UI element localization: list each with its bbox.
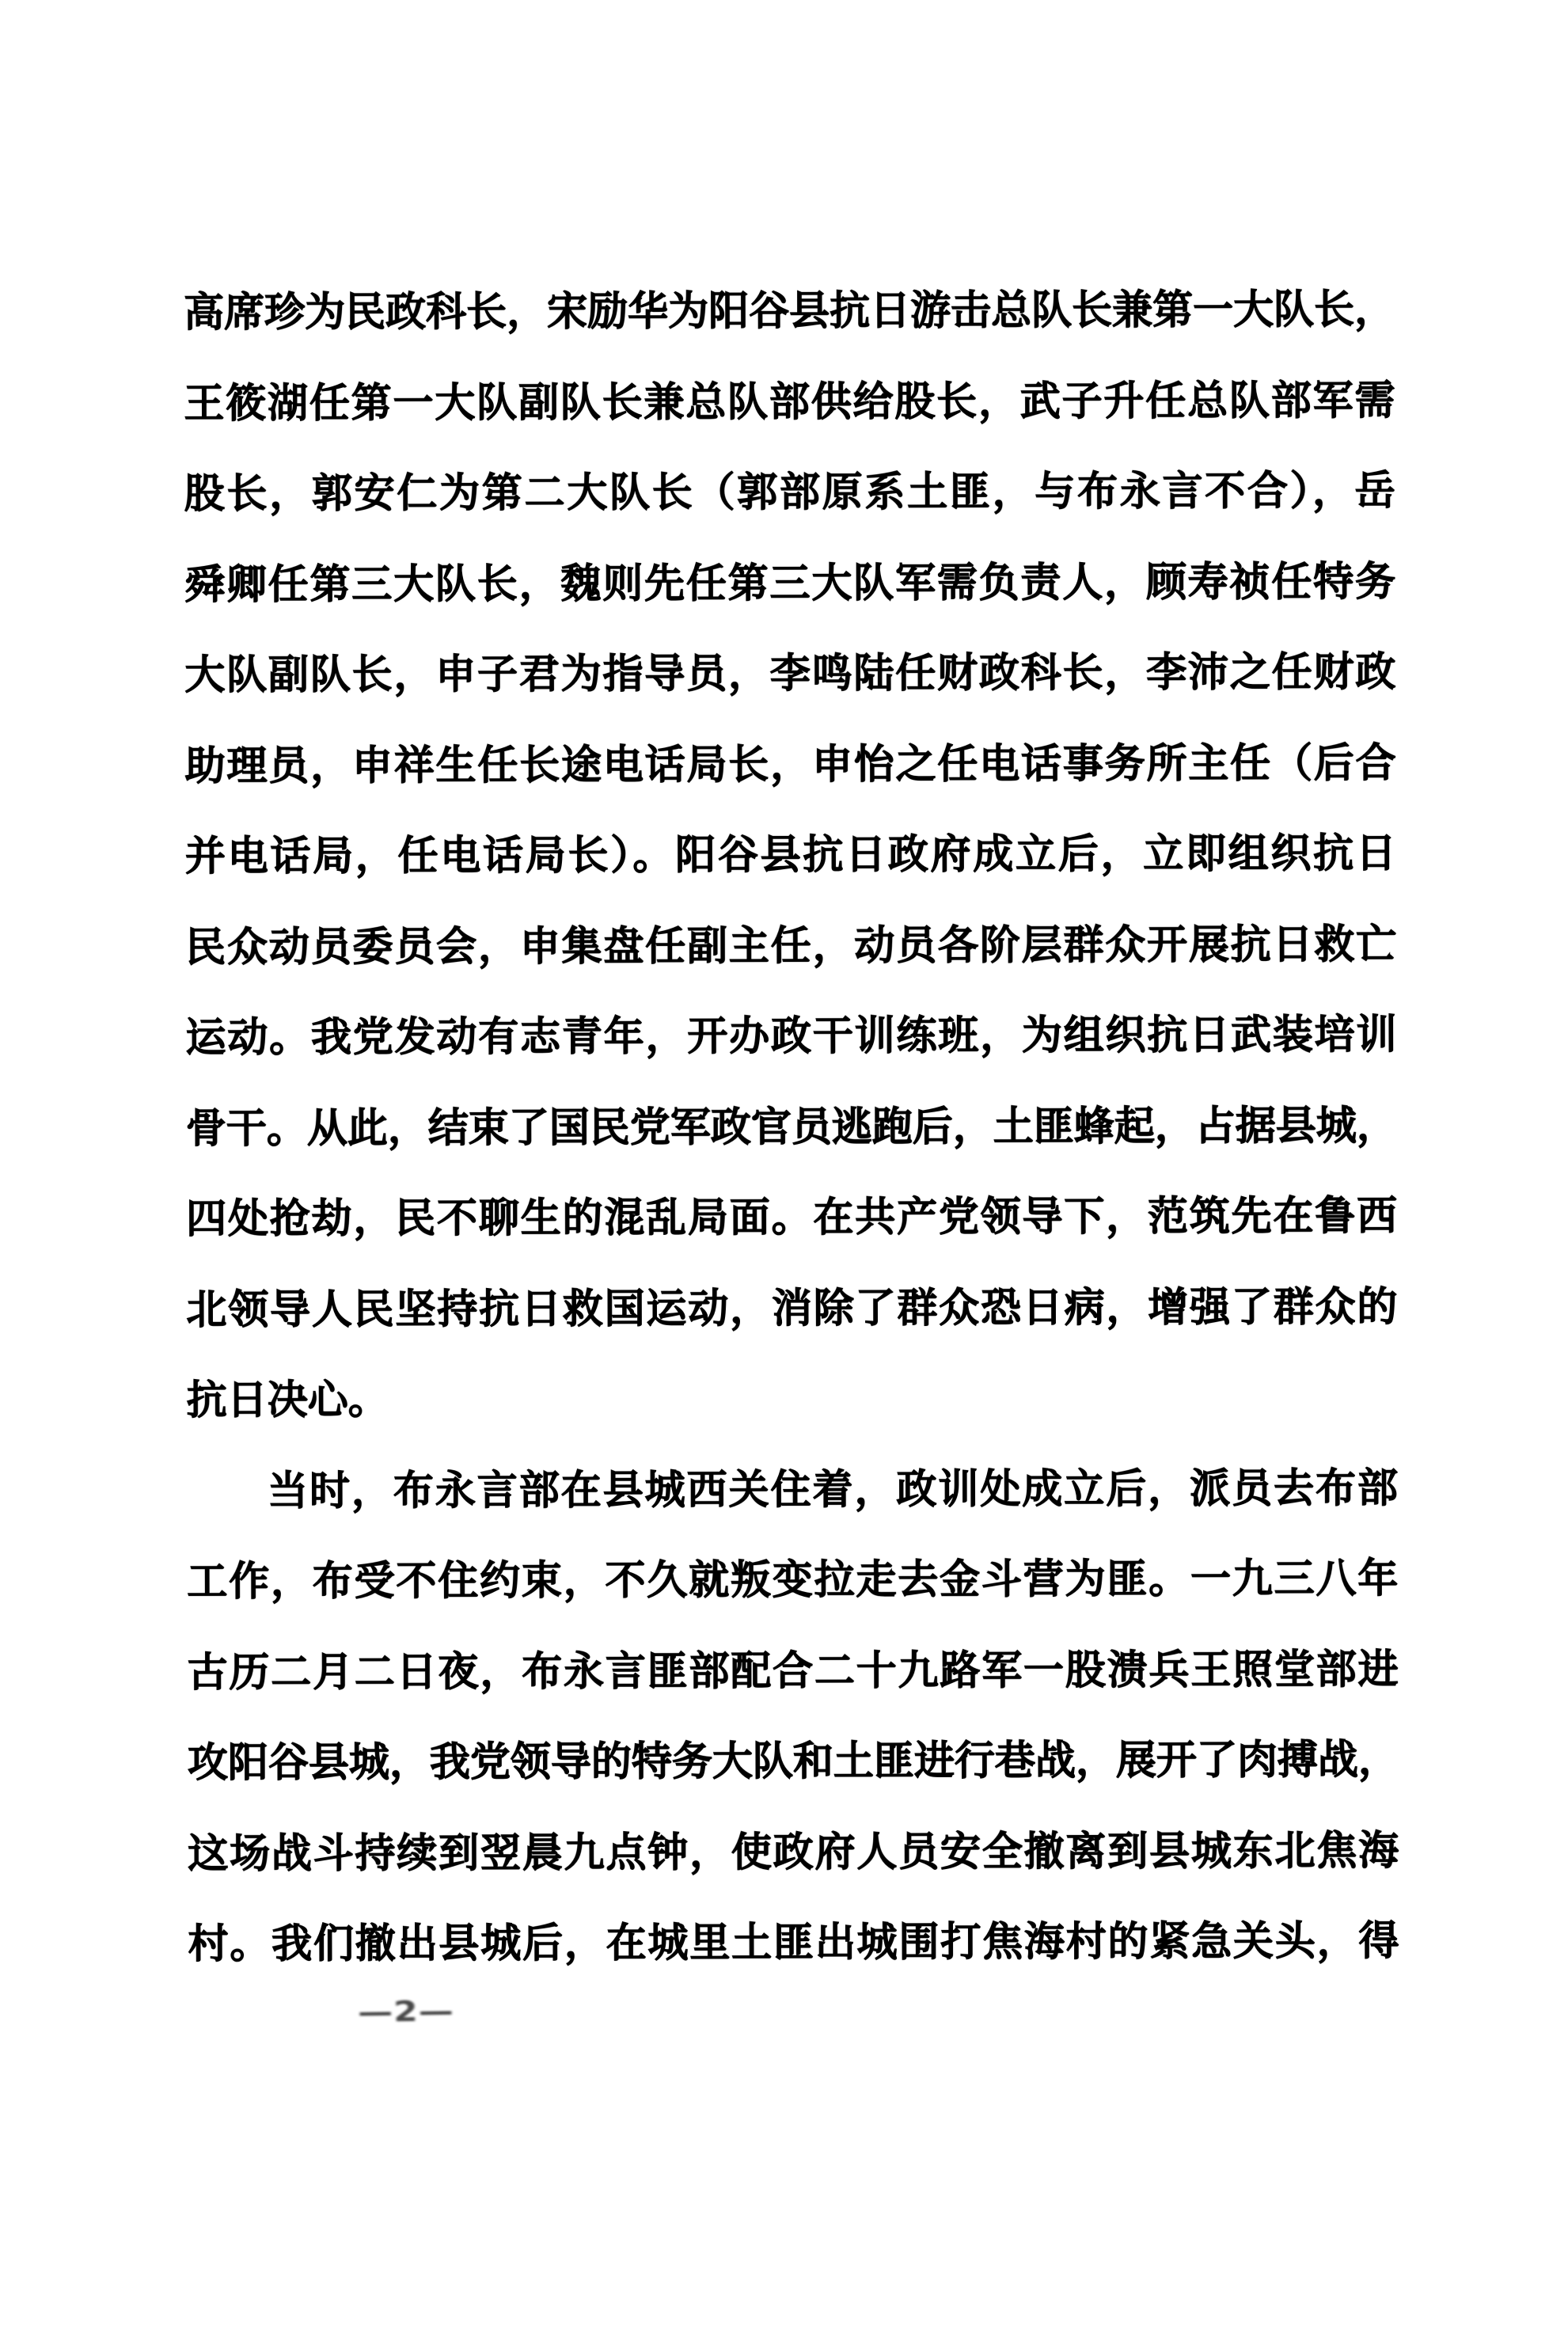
text-line: 王筱湖任第一大队副队长兼总队部供给股长，武子升任总队部军需 — [184, 377, 1395, 427]
text-line-paragraph-start: 当时，布永言部在县城西关住着，政训处成立后，派员去布部 — [267, 1465, 1399, 1515]
text-line: 运动。我党发动有志青年，开办政干训练班，为组织抗日武装培训 — [185, 1011, 1397, 1062]
text-line: 骨干。从此，结束了国民党军政官员逃跑后，土匪蜂起，占据县城， — [185, 1102, 1397, 1153]
text-line: 助理员，申祥生任长途电话局长，申怡之任电话事务所主任（后合 — [184, 739, 1396, 790]
text-line: 北领导人民坚持抗日救国运动，消除了群众恐日病，增强了群众的 — [186, 1283, 1398, 1334]
text-line-paragraph-end: 抗日决心。 — [186, 1377, 389, 1424]
text-line: 舜卿任第三大队长，魏则先任第三大队军需负责人，顾寿祯任特务 — [184, 558, 1396, 609]
text-line: 大队副队长，申子君为指导员，李鸣陆任财政科长，李沛之任财政 — [184, 648, 1396, 699]
text-line: 民众动员委员会，申集盘任副主任，动员各阶层群众开展抗日救亡 — [185, 921, 1397, 971]
text-line: 并电话局，任电话局长）。阳谷县抗日政府成立后，立即组织抗日 — [184, 830, 1397, 880]
text-line: 四处抢劫，民不聊生的混乱局面。在共产党领导下，范筑先在鲁西 — [186, 1192, 1398, 1243]
text-line: 古历二月二日夜，布永言匪部配合二十九路军一股溃兵王照堂部进 — [187, 1646, 1399, 1696]
text-line: 股长，郭安仁为第二大队长（郭部原系土匪，与布永言不合），岳 — [184, 467, 1395, 518]
text-line: 攻阳谷县城，我党领导的特务大队和土匪进行巷战，展开了肉搏战， — [187, 1736, 1399, 1787]
text-line: 村。我们撤出县城后，在城里土匪出城围打焦海村的紧急关头，得 — [188, 1917, 1399, 1968]
body-text-block — [184, 265, 1399, 1990]
text-line: 高席珍为民政科长，宋励华为阳谷县抗日游击总队长兼第一大队长， — [184, 286, 1395, 336]
page-number-mark: —2— — [357, 1995, 455, 2029]
text-line: 这场战斗持续到翌晨九点钟，使政府人员安全撤离到县城东北焦海 — [188, 1827, 1399, 1878]
text-line: 工作，布受不住约束，不久就叛变拉走去金斗营为匪。一九三八年 — [187, 1555, 1399, 1605]
